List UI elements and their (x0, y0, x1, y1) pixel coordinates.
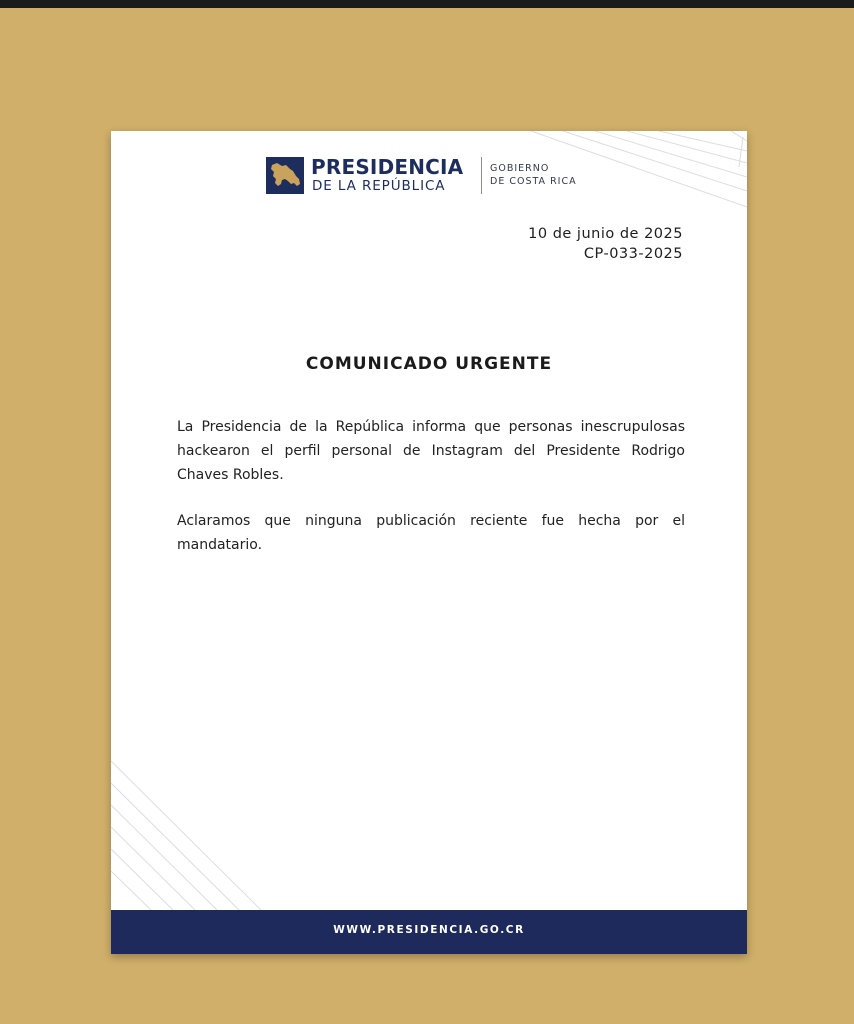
government-label (490, 162, 577, 188)
document-heading: COMUNICADO URGENTE (305, 354, 553, 374)
body-paragraph: La Presidencia de la República informa que personas inescrupulosas hackearon el perfil personal de Instagram del Presidente Rodrigo Chaves Robles. (177, 419, 685, 483)
document-body (177, 415, 685, 579)
website-url: WWW.PRESIDENCIA.GO.CR (333, 924, 525, 936)
government-label-line2: DE COSTA RICA (490, 176, 577, 187)
press-release-sheet (111, 131, 747, 954)
government-label-line1: GOBIERNO (490, 163, 550, 174)
presidencia-logo (266, 156, 606, 196)
document-meta (528, 224, 683, 264)
logo-title: PRESIDENCIA (311, 155, 464, 179)
logo-subtitle: DE LA REPÚBLICA (312, 178, 446, 194)
logo-divider (481, 157, 482, 194)
top-status-bar (0, 0, 854, 8)
footer-band (111, 910, 747, 954)
document-date: 10 de junio de 2025 (528, 226, 683, 242)
body-paragraph: Aclaramos que ninguna publicación reciente fue hecha por el mandatario. (177, 513, 685, 553)
document-reference: CP-033-2025 (583, 246, 683, 262)
costa-rica-map-icon (266, 157, 304, 194)
